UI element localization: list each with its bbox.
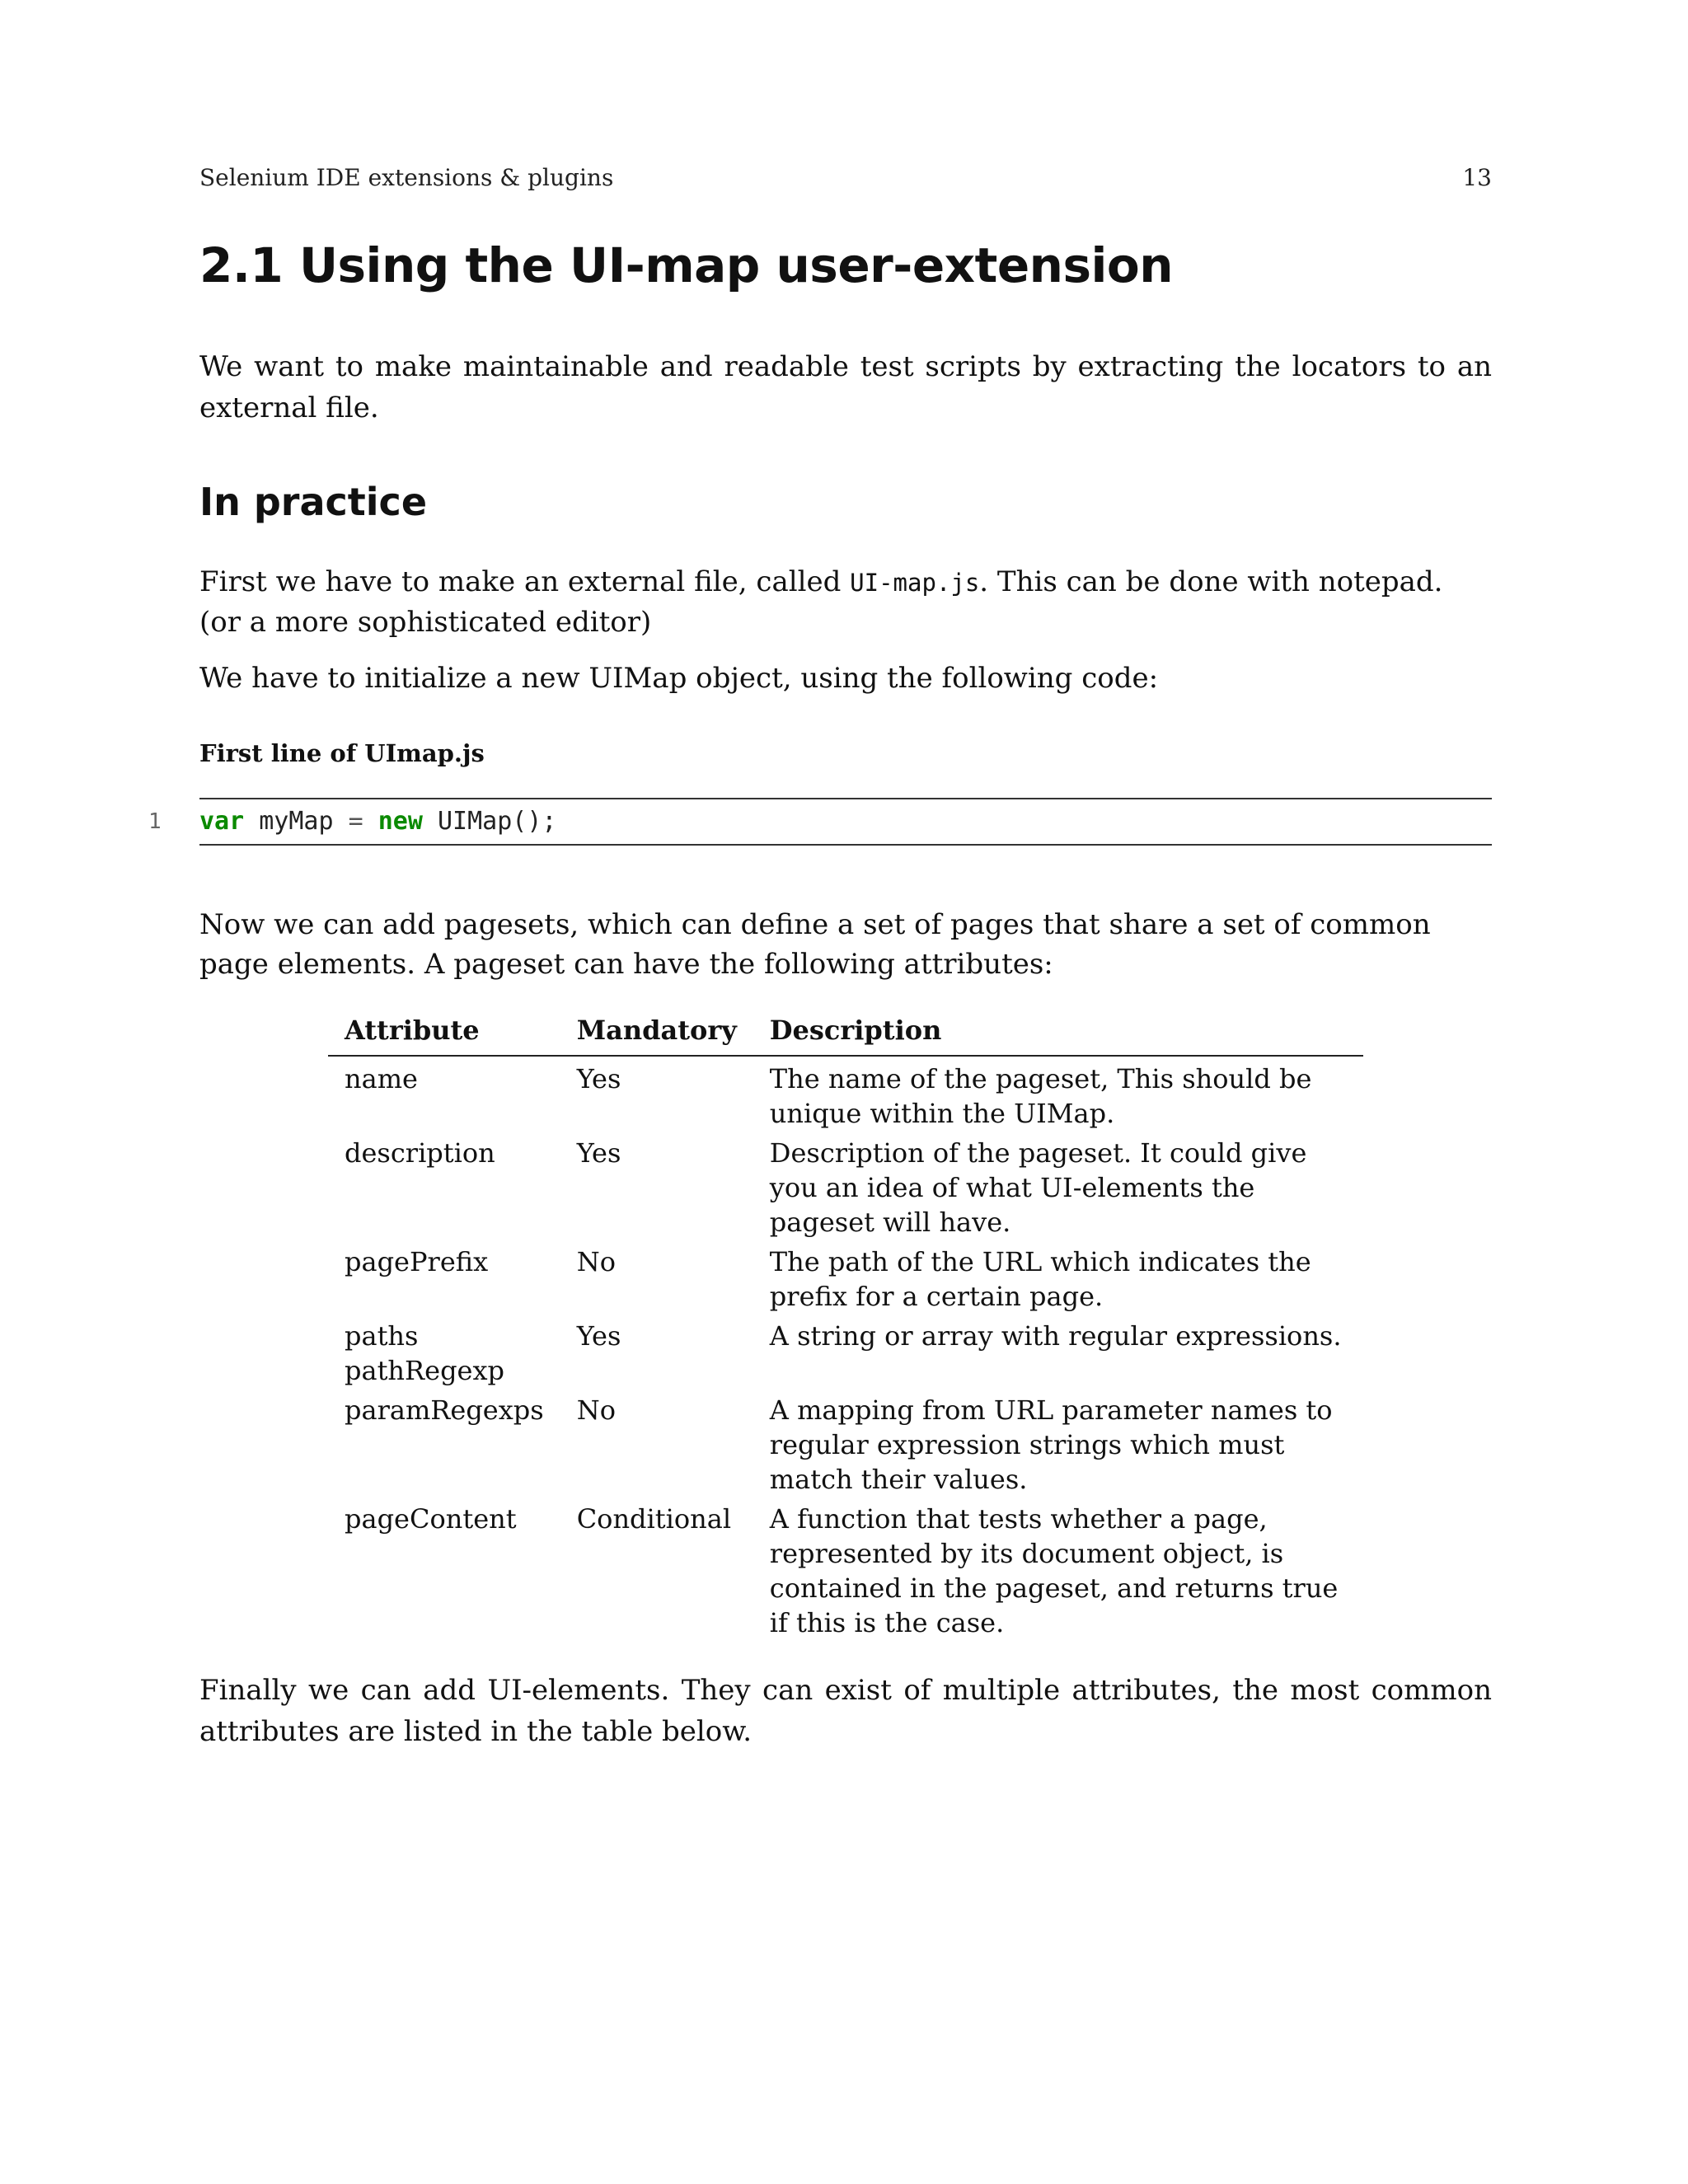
table-row [328, 1497, 1363, 1640]
keyword-var: var [199, 807, 245, 836]
cell-mandatory: No [576, 1246, 616, 1277]
attributes-table [328, 1012, 1363, 1640]
column-header-attribute: Attribute [328, 1012, 560, 1056]
column-header-mandatory: Mandatory [560, 1012, 753, 1056]
running-title: Selenium IDE extensions & plugins [199, 164, 614, 191]
code-block [148, 798, 1492, 846]
intro-paragraph: We want to make maintainable and readable test scripts by extracting the locators to an external file. [199, 350, 1492, 424]
cell-description: Description of the pageset. It could give you an idea of what UI-elements the pageset will have. [769, 1137, 1307, 1238]
table-header-row [328, 1012, 1363, 1056]
cell-description: A string or array with regular expressions. [769, 1320, 1342, 1352]
code-line [199, 799, 557, 844]
cell-description: The name of the pageset, This should be unique within the UIMap. [769, 1063, 1312, 1129]
init-paragraph: We have to initialize a new UIMap object, using the following code: [199, 662, 1159, 695]
cell-mandatory: Yes [576, 1320, 621, 1352]
paragraph-text: . This can be done with notepad. (or a more sophisticated editor) [199, 565, 1443, 639]
subsection-title: In practice [199, 480, 428, 524]
final-paragraph: Finally we can add UI-elements. They can exist of multiple attributes, the most common attributes are listed in the table below. [199, 1674, 1492, 1748]
cell-description: The path of the URL which indicates the prefix for a certain page. [769, 1246, 1311, 1312]
keyword-new: new [377, 807, 423, 836]
cell-mandatory: No [576, 1394, 616, 1426]
table-row [328, 1314, 1363, 1388]
section-title: 2.1 Using the UI-map user-extension [199, 237, 1173, 293]
paragraph-text: First we have to make an external file, called [199, 565, 851, 598]
table-row [328, 1388, 1363, 1497]
cell-attribute: paths pathRegexp [345, 1320, 505, 1386]
column-header-description: Description [753, 1012, 1363, 1056]
cell-mandatory: Yes [576, 1063, 621, 1094]
cell-description: A function that tests whether a page, represented by its document object, is contained in the pageset, and returns true if this is the case. [769, 1503, 1339, 1638]
page-number: 13 [1462, 164, 1492, 191]
inline-code-filename: UI-map.js [850, 569, 980, 597]
cell-mandatory: Conditional [576, 1503, 732, 1535]
operator: = [348, 807, 363, 836]
cell-attribute: paramRegexps [345, 1394, 544, 1426]
cell-attribute: name [345, 1063, 418, 1094]
code-caption: First line of UImap.js [199, 739, 485, 767]
line-number: 1 [148, 809, 162, 834]
cell-attribute: pageContent [345, 1503, 517, 1535]
cell-attribute: pagePrefix [345, 1246, 489, 1277]
cell-mandatory: Yes [576, 1137, 621, 1169]
pagesets-paragraph: Now we can add pagesets, which can define a set of pages that share a set of common page elements. A pageset can have the following attributes: [199, 908, 1431, 981]
running-header [199, 163, 1492, 193]
table-row [328, 1240, 1363, 1314]
table-row [328, 1056, 1363, 1131]
cell-attribute: description [345, 1137, 495, 1169]
constructor-call: UIMap(); [422, 807, 557, 836]
cell-description: A mapping from URL parameter names to regular expression strings which must match their values. [769, 1394, 1333, 1495]
external-file-paragraph [199, 562, 1492, 642]
table-row [328, 1131, 1363, 1240]
identifier: myMap [244, 807, 349, 836]
